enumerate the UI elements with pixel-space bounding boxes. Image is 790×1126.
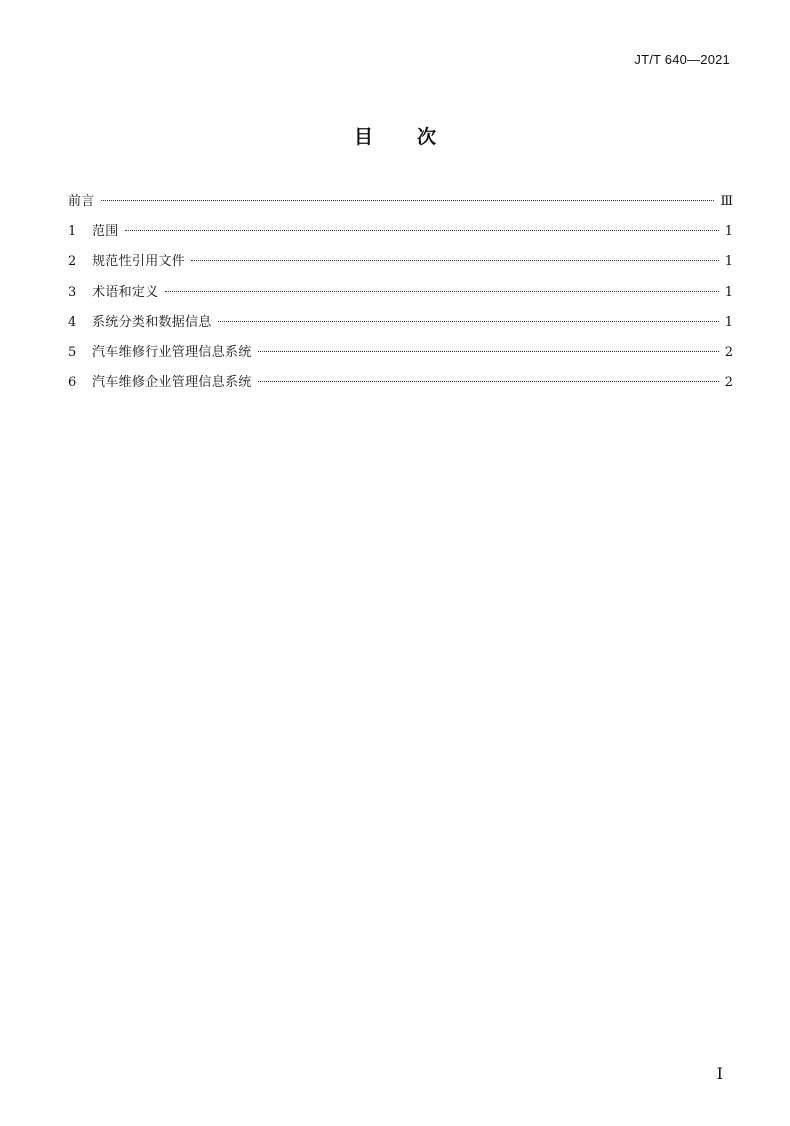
toc-entry-foreword[interactable]: [68, 190, 733, 220]
toc-entry-page: 1: [724, 224, 733, 240]
toc-entry-4[interactable]: [68, 311, 733, 341]
toc-entry-number: 5: [68, 344, 77, 360]
toc-entry-number: 2: [68, 254, 77, 270]
table-of-contents: [68, 190, 733, 401]
page-number: I: [716, 1064, 723, 1083]
toc-entry-5[interactable]: [68, 341, 733, 371]
toc-entry-page: 1: [724, 284, 733, 300]
toc-entry-label: 范围: [92, 224, 119, 240]
toc-leader-dots: [258, 351, 719, 352]
toc-entry-page: Ⅲ: [720, 194, 733, 209]
title-part-2: 次: [417, 126, 437, 148]
toc-entry-label: 前言: [68, 194, 95, 209]
toc-entry-number: 6: [68, 375, 77, 391]
toc-entry-label: 汽车维修企业管理信息系统: [92, 375, 252, 391]
toc-entry-2[interactable]: [68, 250, 733, 280]
toc-entry-page: 2: [724, 375, 733, 391]
toc-entry-label: 汽车维修行业管理信息系统: [92, 344, 252, 360]
toc-leader-dots: [125, 230, 719, 231]
toc-entry-number: 1: [68, 224, 77, 240]
toc-entry-page: 2: [724, 344, 733, 360]
toc-entry-1[interactable]: [68, 220, 733, 250]
toc-entry-label: 规范性引用文件: [92, 254, 186, 270]
toc-entry-label: 系统分类和数据信息: [92, 314, 212, 330]
toc-leader-dots: [165, 291, 719, 292]
page-title: [0, 122, 790, 149]
toc-entry-page: 1: [724, 254, 733, 270]
toc-entry-6[interactable]: [68, 371, 733, 401]
title-part-1: 目: [353, 126, 373, 148]
toc-entry-number: 3: [68, 284, 77, 300]
toc-entry-3[interactable]: [68, 281, 733, 311]
toc-entry-label: 术语和定义: [92, 284, 159, 300]
toc-leader-dots: [218, 321, 719, 322]
toc-entry-page: 1: [724, 314, 733, 330]
toc-leader-dots: [101, 200, 715, 201]
toc-leader-dots: [258, 381, 719, 382]
document-code: JT/T 640—2021: [634, 52, 730, 67]
toc-leader-dots: [191, 260, 719, 261]
toc-entry-number: 4: [68, 314, 77, 330]
